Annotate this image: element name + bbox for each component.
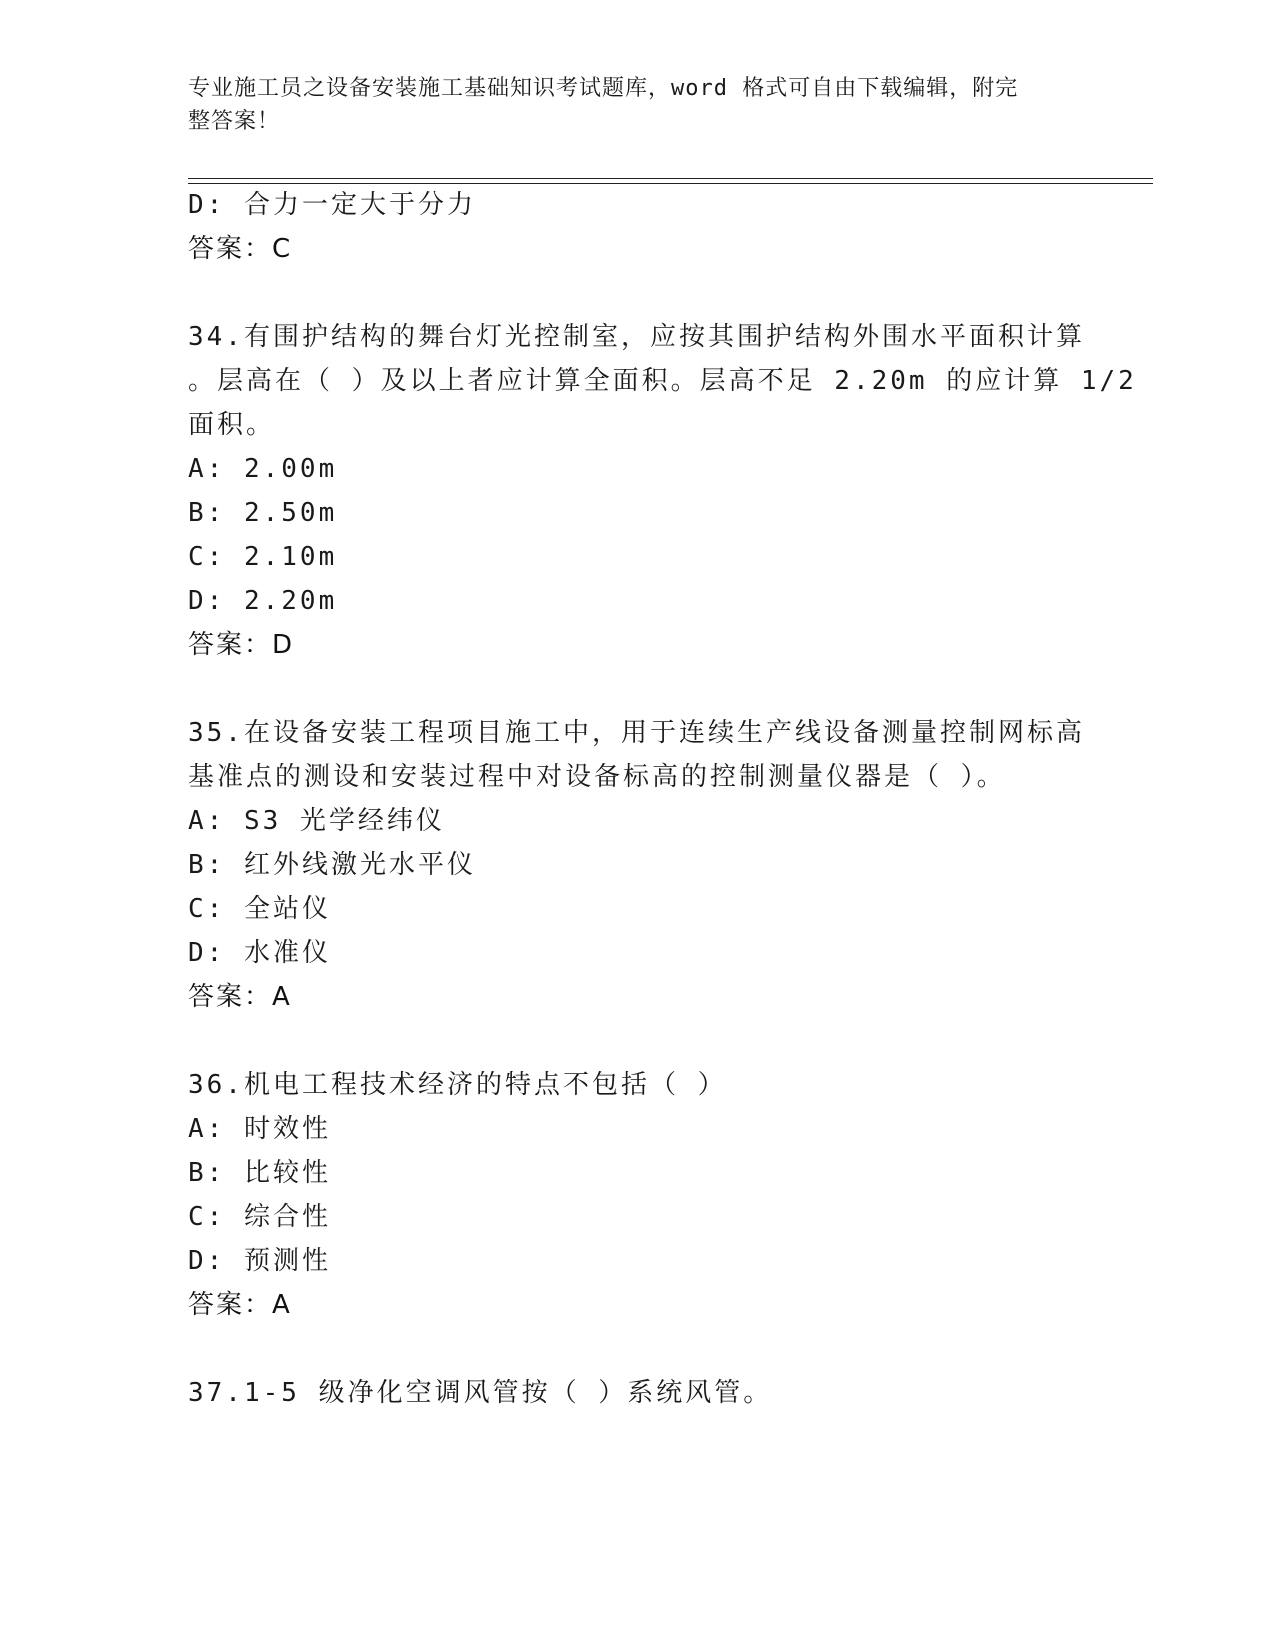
prev-option-d: D: 合力一定大于分力 — [188, 190, 476, 220]
q36-answer: 答案：A — [188, 1290, 292, 1320]
q34-option-a: A: 2.00m — [188, 454, 338, 484]
q35-answer: 答案：A — [188, 982, 292, 1012]
header-divider-top — [188, 178, 1153, 179]
q36-option-a: A: 时效性 — [188, 1114, 331, 1144]
q37-stem-line-1: 37.1-5 级净化空调风管按（ ）系统风管。 — [188, 1378, 773, 1408]
q36-option-d: D: 预测性 — [188, 1246, 331, 1276]
q35-option-b: B: 红外线激光水平仪 — [188, 850, 476, 880]
q35-option-a: A: S3 光学经纬仪 — [188, 806, 445, 836]
header-line-1: 专业施工员之设备安装施工基础知识考试题库，word 格式可自由下载编辑，附完 — [188, 76, 1019, 101]
q35-stem-line-1: 35.在设备安装工程项目施工中，用于连续生产线设备测量控制网标高 — [188, 718, 1085, 748]
q34-stem-line-2: 。层高在（ ）及以上者应计算全面积。层高不足 2.20m 的应计算 1/2 — [188, 366, 1137, 396]
q35-stem-line-2: 基准点的测设和安装过程中对设备标高的控制测量仪器是（ ）。 — [188, 762, 1006, 792]
q36-stem-line-1: 36.机电工程技术经济的特点不包括（ ） — [188, 1070, 727, 1100]
q34-option-c: C: 2.10m — [188, 542, 338, 572]
q34-stem-line-1: 34.有围护结构的舞台灯光控制室，应按其围护结构外围水平面积计算 — [188, 322, 1085, 352]
q34-option-b: B: 2.50m — [188, 498, 338, 528]
q34-option-d: D: 2.20m — [188, 586, 338, 616]
q36-option-c: C: 综合性 — [188, 1202, 331, 1232]
document-header — [188, 72, 1068, 138]
prev-answer: 答案：C — [188, 234, 293, 264]
q34-answer: 答案：D — [188, 630, 295, 660]
header-divider-bottom — [188, 183, 1153, 184]
header-line-2: 整答案！ — [188, 109, 281, 134]
q36-option-b: B: 比较性 — [188, 1158, 331, 1188]
q35-option-c: C: 全站仪 — [188, 894, 331, 924]
q34-stem-line-3: 面积。 — [188, 410, 276, 440]
q35-option-d: D: 水准仪 — [188, 938, 331, 968]
